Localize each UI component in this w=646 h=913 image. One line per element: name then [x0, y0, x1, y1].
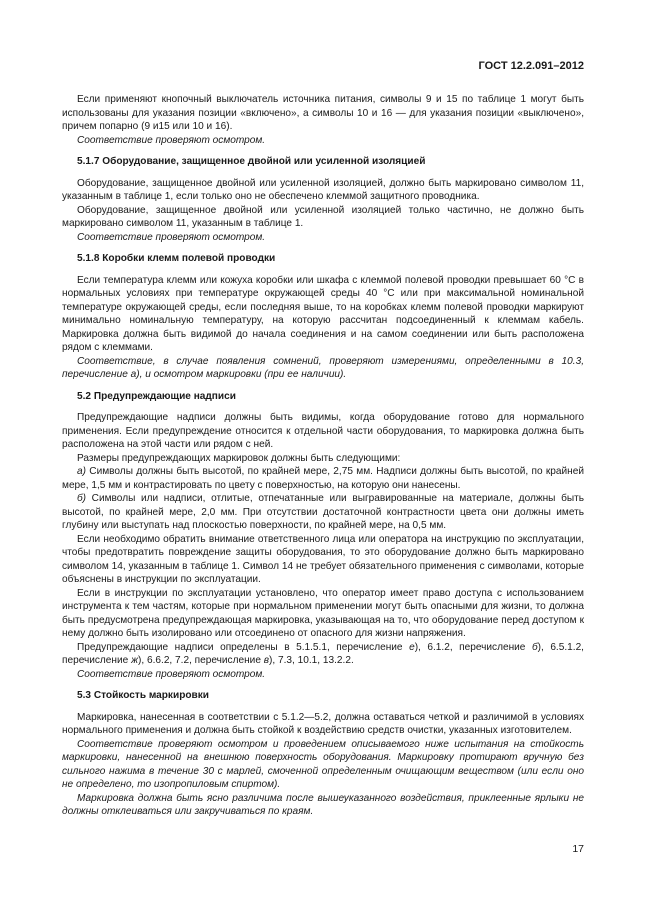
list-item-b [62, 492, 584, 533]
paragraph: Размеры предупреждающих маркировок должны быть следующими: [77, 452, 401, 464]
text-run-italic: е [409, 641, 415, 653]
paragraph [62, 641, 584, 668]
list-item-a [62, 465, 584, 492]
compliance-note: Соответствие проверяют осмотром. [77, 668, 266, 680]
section-heading-5-1-8: 5.1.8 Коробки клемм полевой проводки [77, 253, 276, 264]
paragraph: Оборудование, защищенное двойной или усиленной изоляцией, должно быть маркировано символом 11, указанным в таблице 1, если только оно не обеспечено клеммой защитного проводника. [62, 177, 584, 202]
list-marker: б) [77, 493, 87, 504]
paragraph: Если необходимо обратить внимание ответственного лица или оператора на инструкцию по эксплуатации, чтобы предотвратить повреждение защиты оборудования, то это оборудование должно быть маркировано символом 14, указанным в таблице 1. Символ 14 не требует обязательного применения с символами, которые объяснены в инструкции по эксплуатации. [62, 533, 584, 585]
list-item-text: Символы или надписи, отлитые, отпечатанные или выгравированные на материале, должны быть высотой, по крайней мере, 2,0 мм. При отсутствии достаточной контрастности цвета они должны иметь глубину или выступать над плоскостью поверхности, по крайней мере, на 0,5 мм. [62, 493, 584, 531]
page-body [62, 93, 584, 819]
document-code: ГОСТ 12.2.091–2012 [478, 60, 584, 72]
compliance-note: Маркировка должна быть ясно различима после вышеуказанного воздействия, приклеенные ярлыки не должны отклеиваться или закручиваться по краям. [62, 792, 584, 817]
section-heading-5-2: 5.2 Предупреждающие надписи [77, 390, 236, 402]
paragraph: Если в инструкции по эксплуатации установлено, что оператор имеет право доступа с использованием инструмента к тем частям, которые при нормальном применении могут быть опасными для жизни, то должна быть предусмотрена предупреждающая маркировка, указывающая на то, что оборудование перед доступом к нему должно быть изолировано или отсоединено от опасного для жизни напряжения. [62, 587, 584, 639]
compliance-note: Соответствие, в случае появления сомнений, проверяют измерениями, определенными в 10.3, перечисление а), и осмотром маркировки (при ее наличии). [62, 355, 584, 380]
paragraph: Если применяют кнопочный выключатель источника питания, символы 9 и 15 по таблице 1 могут быть использованы для указания позиции «включено», а символы 10 и 16 — для указания позиции «выключено», причем попарно (9 и15 или 10 и 16). [62, 94, 584, 132]
list-item-text: Символы должны быть высотой, по крайней мере, 2,75 мм. Надписи должны быть высотой, по крайней мере, 1,5 мм и контрастировать по цвету с поверхностью, на которую они нанесены. [62, 466, 584, 491]
paragraph: Предупреждающие надписи должны быть видимы, когда оборудование готово для нормального применения. Если предупреждение относится к отдельной части оборудования, то маркировка должна быть расположена на этой части или рядом с ней. [62, 412, 584, 450]
text-run-italic: б [531, 641, 538, 653]
compliance-note: Соответствие проверяют осмотром и проведением описываемого ниже испытания на стойкость маркировки, нанесенной на внешнюю поверхность оборудования. Маркировку протирают вручную без сильного нажима в течение 30 с марлей, смоченной определенным очищающим веществом (или если оно не определено, то изопропиловым спиртом). [62, 738, 584, 790]
text-run: ), 7.3, 10.1, 13.2.2. [269, 655, 354, 666]
paragraph: Оборудование, защищенное двойной или усиленной изоляцией только частично, не должно быть маркировано символом 11, указанным в таблице 1. [62, 204, 584, 229]
paragraph: Если температура клемм или кожуха коробки или шкафа с клеммой полевой проводки превышает 60 °С в нормальных условиях при температуре окружающей среды 40 °С или при максимальной номинальной температуре окружающей среды, если последняя выше, то на коробках клемм полевой проводки маркируют минимально номинальную температуру, на которую рассчитан подсоединенный к клеммам кабель. Маркировка должна быть видимой до начала соединения и на самом соединении или быть расположена рядом с клеммами. [62, 274, 584, 353]
text-run-italic: ж [131, 655, 139, 666]
text-run: ), 6.1.2, перечисление [414, 641, 532, 653]
text-run-italic: в [263, 655, 270, 666]
compliance-note: Соответствие проверяют осмотром. [77, 231, 266, 243]
text-run: ), 6.6.2, 7.2, перечисление [138, 655, 264, 666]
text-run: Предупреждающие надписи определены в 5.1.5.1, перечисление [77, 641, 410, 653]
page-number: 17 [572, 843, 584, 855]
section-heading-5-1-7: 5.1.7 Оборудование, защищенное двойной или усиленной изоляцией [77, 156, 426, 167]
compliance-note: Соответствие проверяют осмотром. [77, 134, 266, 146]
paragraph: Маркировка, нанесенная в соответствии с 5.1.2—5.2, должна оставаться четкой и различимой в условиях нормального применения и должна быть стойкой к воздействию средств очистки, указанных изготовителем. [62, 711, 584, 736]
text-run: ), 6.5.1.2, перечисление [62, 641, 584, 666]
list-marker: а) [77, 466, 86, 477]
section-heading-5-3: 5.3 Стойкость маркировки [77, 690, 209, 701]
